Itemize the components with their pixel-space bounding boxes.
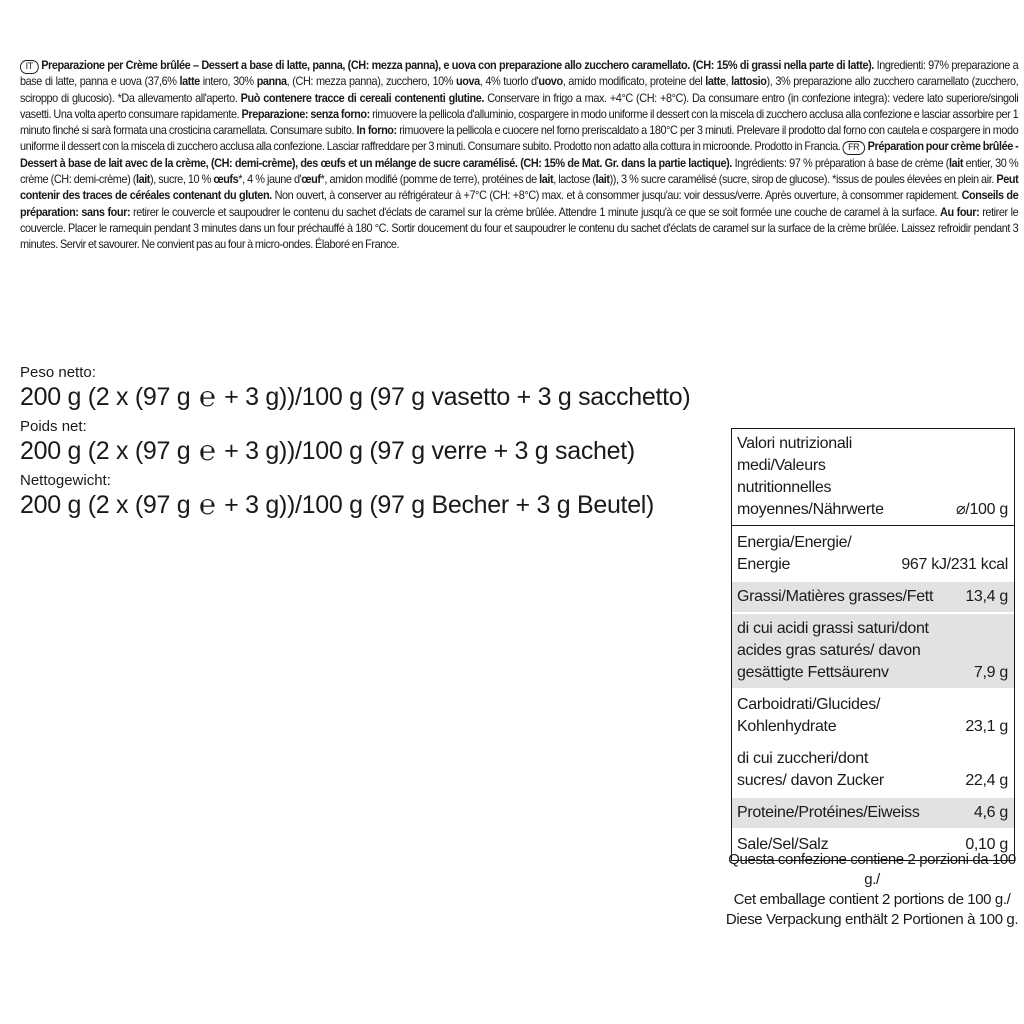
weight-text: 200 g (2 x (97 g bbox=[20, 437, 191, 465]
it-text: rimuovere la pellicola e cuocere nel forno preriscaldato a 180°C per 3 minuti. Prelevare il prodotto dal forno con cautela e cospargere in modo uniforme il dessert con la miscela di zucchero acclusa alla confezione. Lasciar raffreddare per 3 minuti. Consumare subito. Prodotto non adatto alla cottura in microonde. Prodotto in Francia. bbox=[20, 124, 1019, 154]
net-weight-value-it bbox=[20, 382, 740, 412]
net-weight-label-it: Peso netto: bbox=[20, 364, 96, 381]
fr-text: retirer le couvercle. Placer le ramequin pendant 3 minutes dans un four préchauffé à 180 °C. Sortir doucement du four et saupoudrer le contenu du sachet d'éclats de caramel sur la surface de la crème brûlée. Laissez refroidir pendant 3 minutes. Servir et savourer. Ne convient pas au four à micro-ondes. Élaboré en France. bbox=[20, 205, 1019, 252]
allergen: lait bbox=[539, 173, 554, 187]
nutrient-value: 4,6 g bbox=[973, 804, 1008, 821]
fr-text: Ingrédients: 97 % préparation à base de crème ( bbox=[731, 156, 949, 170]
estimated-sign-icon: ℮ bbox=[198, 489, 216, 520]
nutrition-header bbox=[732, 429, 1014, 526]
nutrient-label: Carboidrati/Glucides/ Kohlenhydrate bbox=[737, 696, 881, 735]
net-weight-value-fr bbox=[20, 436, 740, 466]
it-text: intero, 30% bbox=[199, 75, 257, 89]
nutrient-value: 22,4 g bbox=[965, 772, 1008, 789]
weight-text: 200 g (2 x (97 g bbox=[20, 383, 191, 411]
fr-text: )), 3 % sucre caramélisé (sucre, sirop de glucose). *issus de poules élevées en plein air. bbox=[609, 173, 997, 187]
it-text: Ingredienti: 97% preparazione a base di latte, panna e uova (37,6% bbox=[20, 59, 1019, 89]
nutrition-row-carbohydrates bbox=[732, 688, 1014, 742]
it-text: , 4% tuorlo d' bbox=[479, 75, 539, 89]
fr-text: retirer le couvercle et saupoudrer le contenu du sachet d'éclats de caramel sur la crème brûlée. Attendre 1 minute jusqu'à ce que se soit formée une couche de caramel à la surface. bbox=[130, 205, 941, 219]
nutrition-per-100g: ⌀/100 g bbox=[955, 501, 1008, 518]
nutrient-label: di cui zuccheri/dont sucres/ davon Zucker bbox=[737, 750, 884, 789]
preparation-heading: Preparazione: senza forno: bbox=[241, 107, 370, 121]
weight-text: 200 g (2 x (97 g bbox=[20, 491, 191, 519]
nutrient-label: di cui acidi grassi saturi/dont acides gras saturés/ davon gesättigte Fettsäurenv bbox=[737, 620, 929, 681]
nutrient-value: 13,4 g bbox=[965, 588, 1008, 605]
allergen: uovo bbox=[538, 75, 563, 89]
it-text: ), 3% preparazione allo zucchero caramellato (zucchero, sciroppo di glucosio). *Da allevamento all'aperto. bbox=[20, 75, 1019, 105]
net-weight-block bbox=[20, 364, 740, 526]
nutrition-header-label: Valori nutrizionali medi/Valeurs nutritionnelles moyennes/Nährwerte bbox=[737, 435, 884, 518]
nutrient-value: 23,1 g bbox=[965, 718, 1008, 735]
estimated-sign-icon: ℮ bbox=[198, 381, 216, 412]
portion-info-de: Diese Verpackung enthält 2 Portionen à 100 g. bbox=[725, 911, 1019, 928]
allergen-warning: Può contenere tracce di cereali contenenti glutine. bbox=[240, 91, 484, 105]
fr-text: entier, 30 % crème (CH: demi-crème) ( bbox=[20, 156, 1019, 187]
preparation-heading: Conseils de préparation: sans four: bbox=[20, 189, 1019, 219]
weight-text: + 3 g))/100 g (97 g verre + 3 g sachet) bbox=[224, 437, 635, 465]
nutrition-row-protein bbox=[732, 796, 1014, 828]
portion-info-fr: Cet emballage contient 2 portions de 100 g./ bbox=[733, 891, 1011, 908]
allergen: latte bbox=[705, 75, 726, 89]
fr-text: ), sucre, 10 % bbox=[150, 173, 214, 187]
fr-text: *, amidon modifié (pomme de terre), protéines de bbox=[320, 173, 540, 187]
nutrition-row-saturated-fat bbox=[732, 612, 1014, 688]
it-text: rimuovere la pellicola d'alluminio, cospargere in modo uniforme il dessert con la miscela di zucchero acclusa alla confezione e lasciar assorbire per 1 minuto finché si sarà formata una crosticina caramellata. Consumare subito. bbox=[20, 107, 1019, 138]
nutrient-label: Sale/Sel/Salz bbox=[737, 836, 829, 853]
nutrition-row-sugars bbox=[732, 742, 1014, 796]
nutrition-row-fat bbox=[732, 580, 1014, 612]
it-text: , (CH: mezza panna), zucchero, 10% bbox=[286, 75, 457, 89]
estimated-sign-icon: ℮ bbox=[198, 435, 216, 466]
portion-info bbox=[724, 850, 1020, 930]
allergen: uova bbox=[456, 75, 480, 89]
fr-text: , lactose ( bbox=[553, 173, 596, 187]
allergen: lait bbox=[948, 156, 964, 170]
weight-text: + 3 g))/100 g (97 g Becher + 3 g Beutel) bbox=[224, 491, 655, 519]
net-weight-label-de: Nettogewicht: bbox=[20, 472, 111, 489]
allergen: lait bbox=[135, 173, 151, 187]
allergen: œuf bbox=[301, 173, 321, 187]
fr-text: Non ouvert, à conserver au réfrigérateur à +7°C (CH: +8°C) max. et à consommer jusqu'au: voir dessus/verre. Après ouverture, à consommer rapidement. bbox=[271, 189, 962, 203]
weight-text: + 3 g))/100 g (97 g vasetto + 3 g sacchetto) bbox=[224, 383, 691, 411]
language-badge-it: IT bbox=[20, 60, 38, 74]
it-text: Conservare in frigo a max. +4°C (CH: +8°C). Da consumare entro (in confezione integra): vedere lato superiore/singoli vasetti. Una volta aperto consumare rapidamente. bbox=[20, 91, 1019, 121]
it-text: , bbox=[725, 75, 732, 89]
fr-text: *, 4 % jaune d' bbox=[238, 173, 302, 187]
net-weight-value-de bbox=[20, 490, 740, 520]
nutrition-row-energy bbox=[732, 526, 1014, 580]
nutrient-value: 0,10 g bbox=[965, 836, 1008, 853]
allergen: panna bbox=[256, 75, 287, 89]
nutrient-label: Energia/Energie/ Energie bbox=[737, 534, 852, 573]
ingredients-text bbox=[20, 58, 1018, 254]
nutrient-label: Grassi/Matières grasses/Fett bbox=[737, 588, 934, 605]
allergen: latte bbox=[179, 75, 200, 89]
it-product-title: Preparazione per Crème brûlée – Dessert a base di latte, panna, (CH: mezza panna), e uova con preparazione allo zucchero caramellato. (CH: 15% di grassi nella parte di latte). bbox=[41, 59, 874, 72]
nutrient-label: Proteine/Protéines/Eiweiss bbox=[737, 804, 920, 821]
nutrition-table bbox=[731, 428, 1015, 861]
allergen: œufs bbox=[213, 173, 239, 187]
preparation-heading: In forno: bbox=[356, 124, 397, 138]
nutrient-value: 7,9 g bbox=[973, 664, 1008, 681]
net-weight-label-fr: Poids net: bbox=[20, 418, 87, 435]
preparation-heading: Au four: bbox=[940, 205, 980, 219]
allergen-warning: Peut contenir des traces de céréales contenant du gluten. bbox=[20, 173, 1019, 203]
allergen: lait bbox=[595, 173, 610, 187]
allergen: lattosio bbox=[731, 75, 767, 89]
fr-product-title: Préparation pour crème brûlée - Dessert à base de lait avec de la crème, (CH: demi-crème), des œufs et un mélange de sucre caramélisé. (CH: 15% de Mat. Gr. dans la partie lactique). bbox=[20, 140, 1019, 170]
nutrient-value: 967 kJ/231 kcal bbox=[901, 556, 1008, 573]
language-badge-fr: FR bbox=[843, 141, 865, 155]
portion-info-it: Questa confezione contiene 2 porzioni da 100 g./ bbox=[728, 851, 1016, 888]
it-text: , amido modificato, proteine del bbox=[562, 75, 706, 89]
